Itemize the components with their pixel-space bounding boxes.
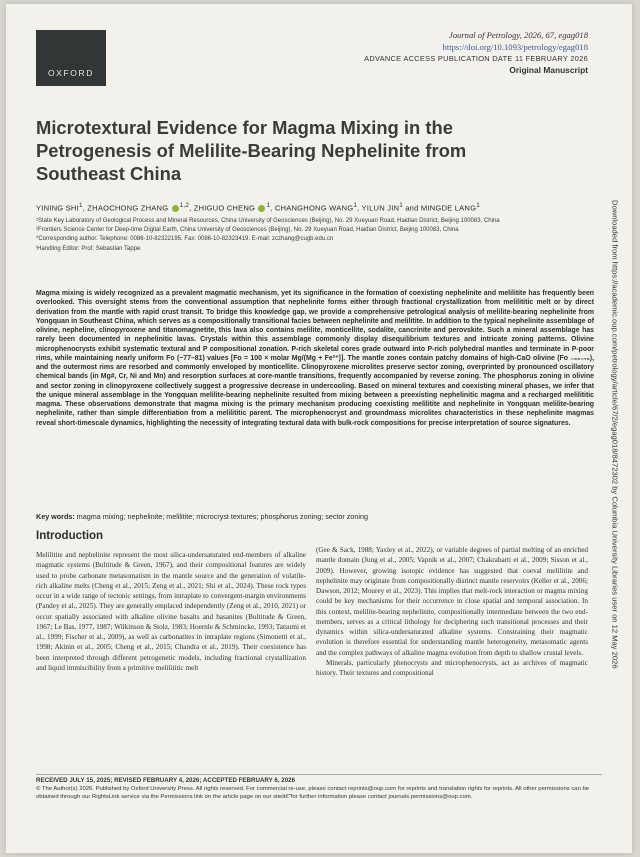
received-dates: RECEIVED JULY 15, 2025; REVISED FEBRUARY 4, 2026; ACCEPTED FEBRUARY 6, 2026	[36, 777, 296, 784]
footer-divider	[36, 774, 602, 775]
paragraph: (Gee & Sack, 1988; Yaxley et al., 2022), or variable degrees of partial melting of an enriched mantle domain (Jung et al., 2005; Vapnik et al., 2007; Chakrabarti et al., 2009; Sisson et al., 2009). However, growing isotopic evidence has suggested that coeval melilitite and nephelinite may originate from compositionally distinct mantle reservoirs (Keller et al., 2006; Dawson, 2012; Mourey et al., 2023). This implies that melt-rock interaction or magma mixing could be key mechanisms for their occurrence in close spatial and temporal association. In this context, melilite-bearing nephelinite, compositionally intermediate between the two end-members, serves as a critical lithology for deciphering such transitional processes and their dynamics within silica-undersaturated alkaline systems. Constraining their magmatic evolution is therefore essential for understanding mantle heterogeneity, metasomatic agents and the complex pathways of alkaline magma evolution from depth to shallow crustal levels.	[316, 546, 588, 657]
handling-editor: ⁱHandling Editor: Prof. Sebastian Tappe	[36, 245, 141, 252]
oxford-logo[interactable]	[36, 30, 106, 86]
journal-header	[364, 30, 588, 76]
affiliations	[36, 217, 596, 254]
article-footer	[36, 774, 602, 802]
logo-text: OXFORD	[48, 68, 94, 78]
orcid-icon[interactable]	[258, 205, 265, 212]
author-name[interactable]: ZHAOCHONG ZHANG	[87, 203, 169, 213]
advance-access-date: ADVANCE ACCESS PUBLICATION DATE 11 FEBRUARY 2026	[364, 54, 588, 63]
body-column-right	[316, 545, 588, 678]
paragraph: Minerals, particularly phenocrysts and microphenocrysts, act as archives of magmatic history. Their textures and compositional	[316, 658, 588, 677]
download-watermark	[608, 154, 622, 714]
author-name[interactable]: ZHIGUO CHENG	[193, 203, 256, 213]
author-name[interactable]: YILUN JIN	[361, 203, 400, 213]
paper-page	[6, 4, 632, 853]
journal-citation: Journal of Petrology, 2026, 67, egag018	[448, 30, 588, 40]
article-title: Microtextural Evidence for Magma Mixing in the Petrogenesis of Melilite-Bearing Nephelinite from Southeast China	[36, 117, 467, 184]
abstract: Magma mixing is widely recognized as a prevalent magmatic mechanism, yet its significance in the formation of coexisting nephelinite and melilitite has frequently been overlooked. This oversight stems from the conventional assumption that nephelinite forms either through fractional crystallization from melilititic melt or by direct derivation from the mantle with rapid crust transit. To bridge this knowledge gap, we provide a comprehensive petrological analysis of melilite-bearing nephelinite from Yongquan in Southeast China, which serves as a compositionally transitional facies between nephelinite and melilitite. In addition to the typical nephelinite assemblage of olivine, nepheline, clinopyroxene and titanomagnetite, this lava also contains melilite, monticellite, sodalite, cancrinite and perovskite. Such a mineral assemblage has rarely been documented in nephelinitic lavas. Crystals within this assemblage commonly display disequilibrium textures and intricate zoning patterns. Olivine microphenocrysts exhibit systematic textural and P compositional zonation. P-rich skeletal cores grade outward into P-rich polyhedral mantles and terminate in P-poor rims, while maintaining nearly uniform Fo (~77–81) values [Fo = 100 × molar Mg/(Mg + Fe²⁺)]. The mantle zones contain patchy domains of high-CaO olivine (Fo ₋₆₅₋₇₆), and the outermost rims are resorbed and commonly enveloped by monticellite. Clinopyroxene microlites preserve sector zoning, overprinted by pronounced oscillatory chemical bands (in Mg#, Cr, Ni and Mn) and resorption surfaces at core-mantle transitions, frequently accompanied by reverse zoning. The phosphorus zoning in olivine and sector zoning in clinopyroxene collectively suggest a progressive decrease in undercooling. Based on mineral textures and coexisting mineral phases, we infer that the unique mineral assemblage in the Yongquan melilite-bearing nephelinite resulted from mixing between a preexisting nephelinitic magma and a recharged melilititic magma. These observations demonstrate that magma mixing is the primary mechanism producing coexisting melilitite and nephelinite in Yongquan melilite-bearing nephelinite, rather than simple differentiation from a melilititic parent. The microphenocryst and groundmass microlites characteristics in these nephelinite magmas reveal short-timescale dynamics, highlighting the necessity of integrating textural data with bulk-rock compositions for precise interpretation of source signatures.	[36, 290, 594, 427]
author-list: YINING SHI$^1$, ZHAOCHONG ZHANG $^{1,2}$, ZHIGUO CHENG $^1$, CHANGHONG WANG$^1$, YILUN JIN$^1$ and MINGDE LANG$^1$	[36, 202, 480, 213]
keywords	[36, 512, 594, 521]
orcid-icon[interactable]	[172, 205, 179, 212]
copyright-notice: © The Author(s) 2026. Published by Oxford University Press. All rights reserved. For commercial re-use, please contact reprints@oup.com for reprints and translation rights for reprints. All other permissions can be obtained through our RightsLink service via the Permissions link on the article page on our siteâ€"for further information please contact journals.permissions@oup.com.	[36, 786, 590, 801]
section-heading-introduction: Introduction	[36, 530, 104, 542]
keywords-text: magma mixing; nephelinite; melilitite; microcryst textures; phosphorus zoning; sector zoning	[76, 512, 368, 521]
download-watermark-text: Downloaded from https://academic.oup.com/petrology/article/67/2/egag018/8472302 by Columbia University Libraries user on 12 May 2026	[610, 199, 620, 669]
author-name[interactable]: CHANGHONG WANG	[274, 203, 354, 213]
keywords-label: Key words:	[36, 512, 75, 521]
affiliation-2: ²Frontiers Science Center for Deep-time Digital Earth, China University of Geosciences (Beijing), No. 29 Xueyuan Road, Haidian District, Beijing 100083, China	[36, 227, 459, 234]
article-type: Original Manuscript	[509, 64, 588, 75]
body-column-left: Melilitite and nephelinite represent the most silica-undersaturated end-members of alkaline magmatic systems (Bultitude & Green, 1967), and their compositional features are widely used to probe carbonate metasomatism in the mantle source and the generation of volatile-rich alkaline melts (Cheng et al., 2015; Zeng et al., 2021; Shi et al., 2024). These rock types occur in a wide range of tectonic settings, from intraplate to convergent-margin environments (Pandey et al., 2025). They are generally emplaced independently (Zeng et al., 2010, 2021) or occur spatially associated with alkaline olivine basalts and basanites (Bultitude & Green, 1967; Le Bas, 1977, 1987; Wilkinson & Stolz, 1983; Hoernle & Schmincke, 1993; Tatsumi et al., 1999; Fischer et al., 2009), as well as carbonatites in intraplate regions (Simonetti et al., 1998; Akinin et al., 2005; Cheng et al., 2015; Chandra et al., 2019). Their coexistence has been interpreted through different petrogenetic models, including fractional crystallization and liquid immiscibility from a primitive melilititic melt	[36, 551, 306, 672]
doi-link[interactable]: https://doi.org/10.1093/petrology/egag018	[442, 41, 588, 52]
corresponding-author: *Corresponding author. Telephone: 0086-10-82322195. Fax: 0086-10-82323419. E-mail: zczhang@cugb.edu.cn	[36, 236, 334, 243]
author-name[interactable]: MINGDE LANG	[420, 203, 477, 213]
affiliation-1: ¹State Key Laboratory of Geological Process and Mineral Resources, China University of Geosciences (Beijing), No. 29 Xueyuan Road, Haidian District, Beijing 100083, China	[36, 218, 500, 224]
author-name[interactable]: YINING SHI	[36, 203, 79, 213]
